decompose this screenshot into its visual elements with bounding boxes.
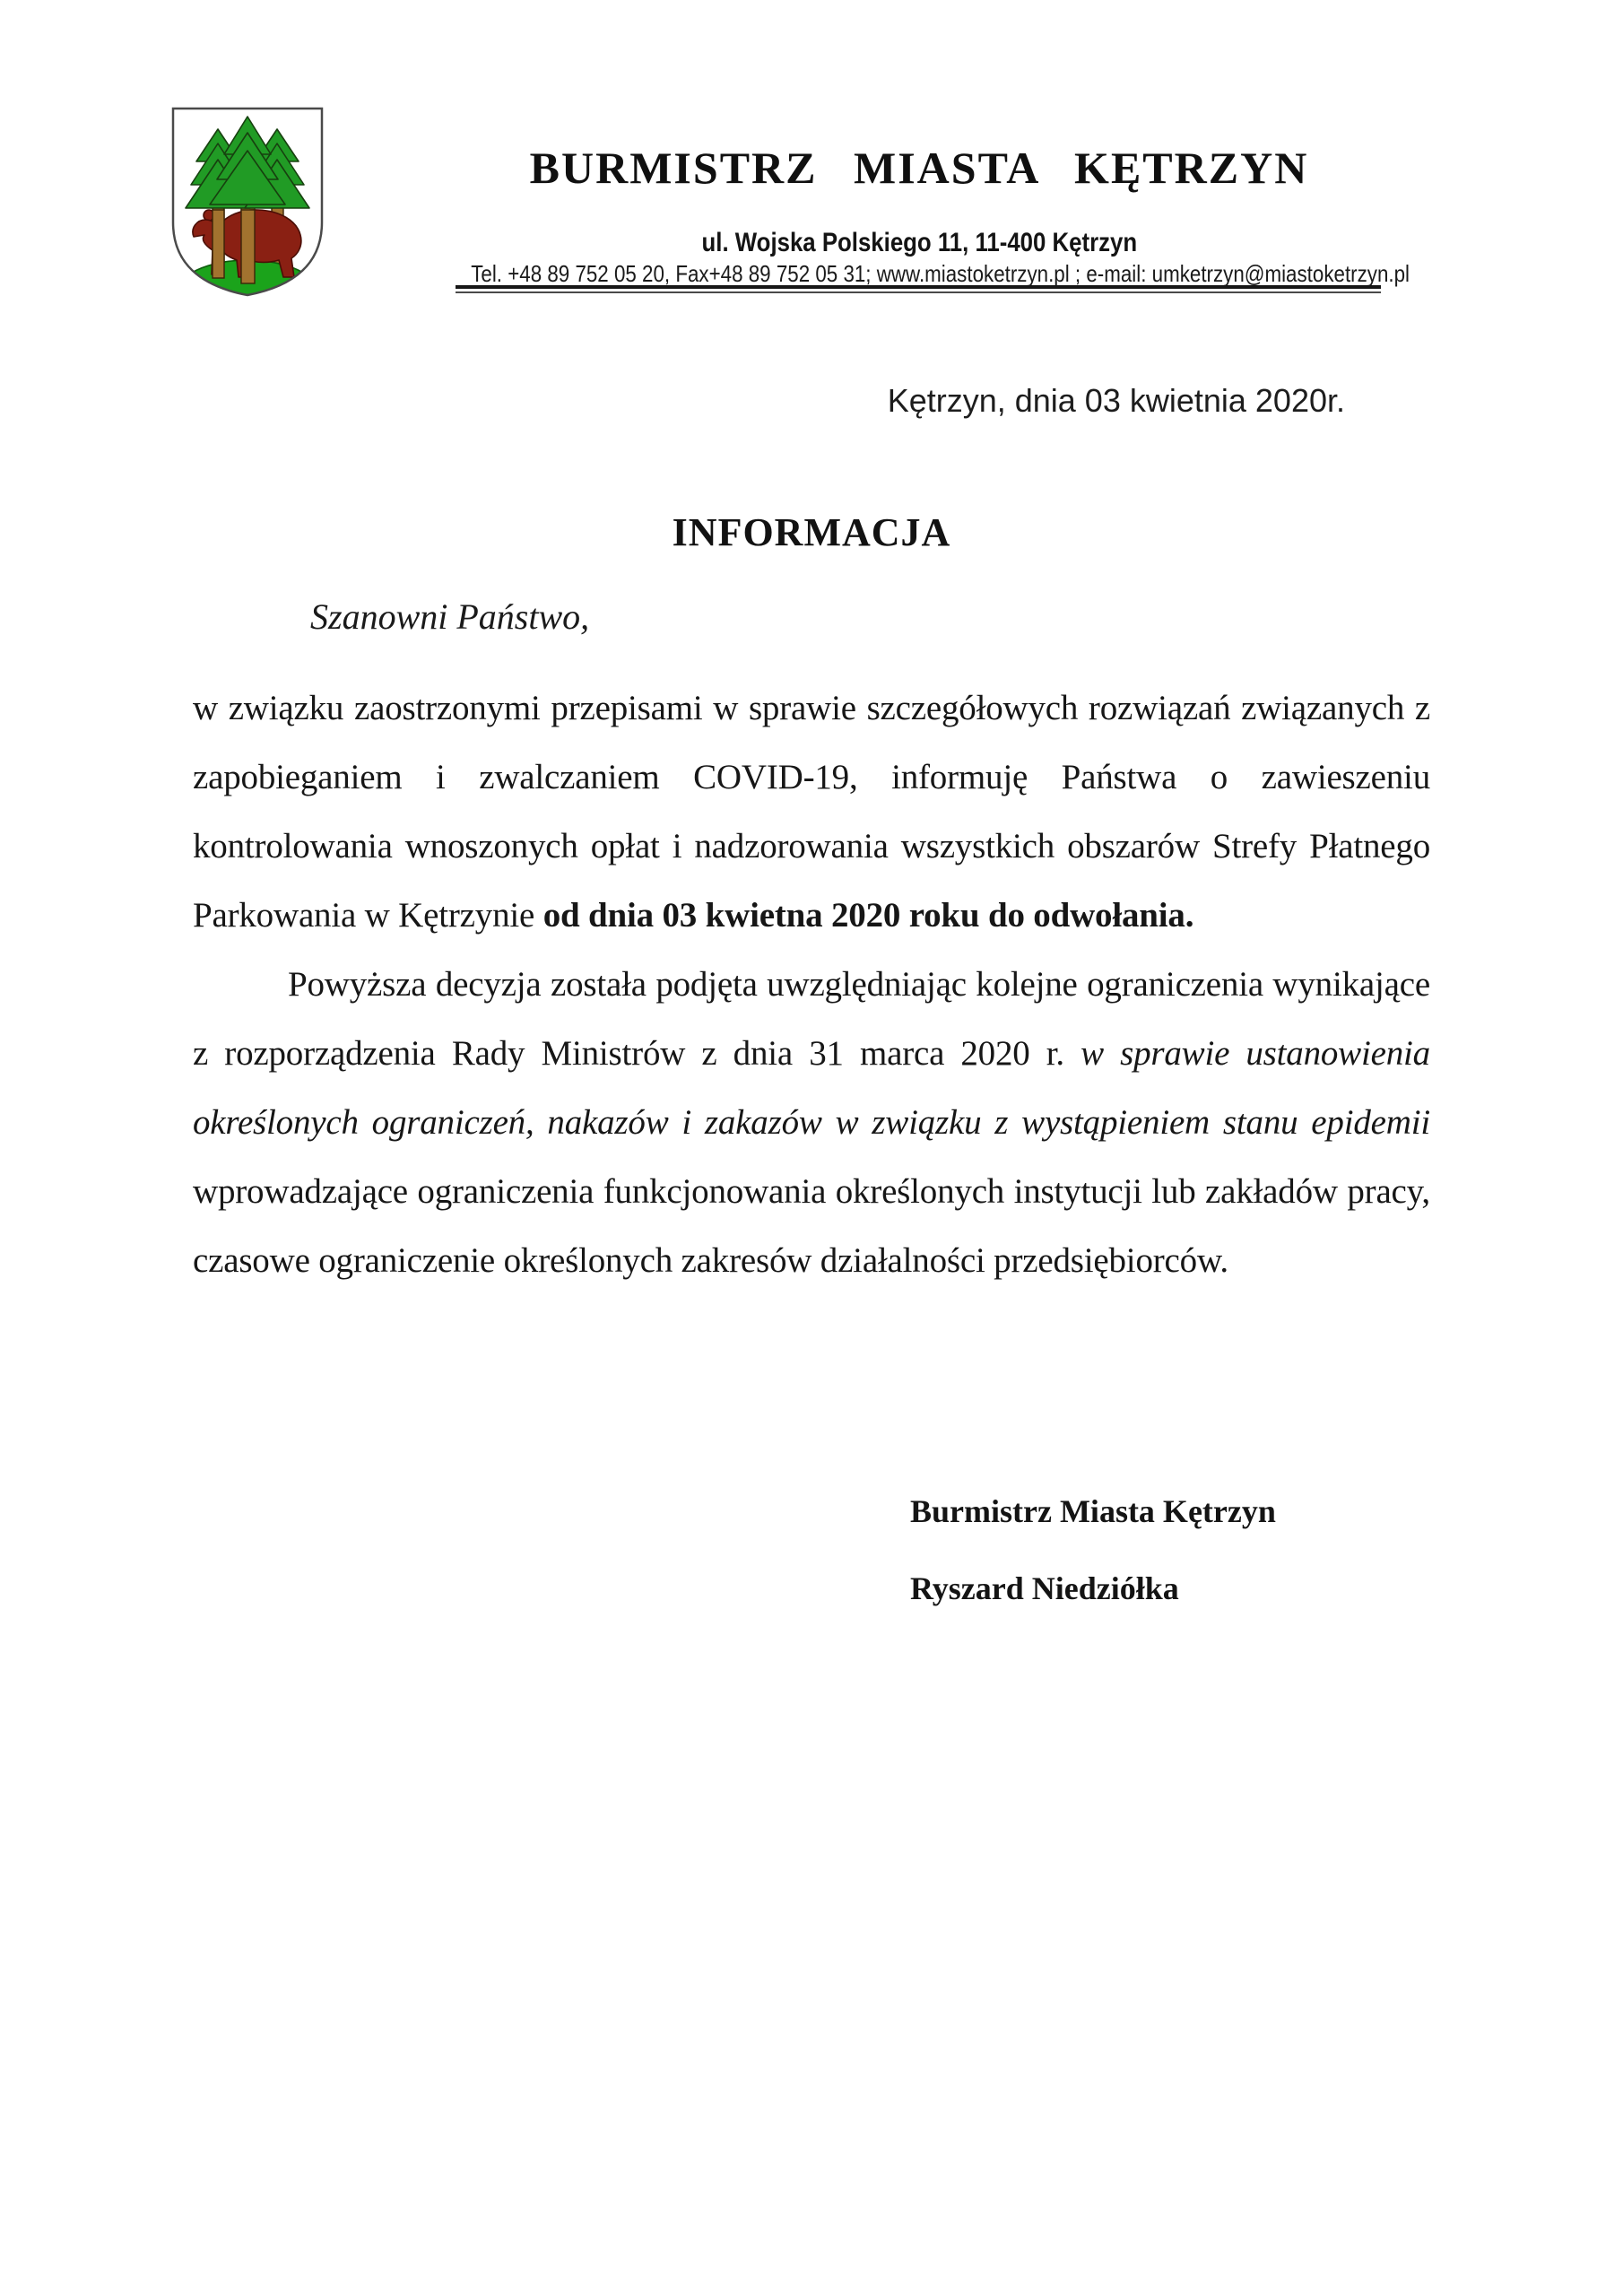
letterhead-divider [456,285,1381,293]
dateline: Kętrzyn, dnia 03 kwietnia 2020r. [887,382,1345,419]
letterhead-title: BURMISTRZ MIASTA KĘTRZYN [529,143,1309,193]
paragraph-1 [193,674,1430,950]
paragraph-2-tail: wprowadzające ograniczenia funkcjonowania określonych instytucji lub zakładów pracy, czasowe ograniczenie określonych zakresów działalności przedsiębiorców. [193,1172,1430,1280]
salutation: Szanowni Państwo, [310,596,590,637]
letterhead-contact [395,260,1444,288]
document-title: INFORMACJA [672,510,951,554]
letterhead-contact-text: Tel. +48 89 752 05 20, Fax+48 89 752 05 31; www.miastoketrzyn.pl ; e-mail: umketrzyn@miastoketrzyn.pl [471,260,1410,287]
signature-name: Ryszard Niedziółka [910,1570,1179,1606]
signature-block [910,1473,1276,1627]
paragraph-1-text: w związku zaostrzonymi przepisami w sprawie szczegółowych rozwiązań związanych z zapobieganiem i zwalczaniem COVID-19, informuję Państwa o zawieszeniu kontrolowania wnoszonych opłat i nadzorowania wszystkich obszarów Strefy Płatnego Parkowania w Kętrzynie [193,689,1430,935]
ketrzyn-coat-of-arms-icon [169,104,326,300]
paragraph-2-lead: Powyższa decyzja została podjęta uwzględniając kolejne ograniczenia wynikające z rozporządzenia Rady Ministrów z dnia 31 marca 2020 r. [193,965,1430,1073]
paragraph-2 [193,950,1430,1295]
letter-body [193,674,1430,1295]
paragraph-2-italic-text: w sprawie ustanowienia określonych ograniczeń, nakazów i zakazów w związku z wystąpieniem stanu epidemii [193,1034,1430,1142]
letterhead-address [395,228,1444,258]
paragraph-1-bold-text: od dnia 03 kwietna 2020 roku do odwołania. [542,896,1194,935]
letterhead-address-text: ul. Wojska Polskiego 11, 11-400 Kętrzyn [701,228,1137,257]
signature-role: Burmistrz Miasta Kętrzyn [910,1493,1276,1529]
